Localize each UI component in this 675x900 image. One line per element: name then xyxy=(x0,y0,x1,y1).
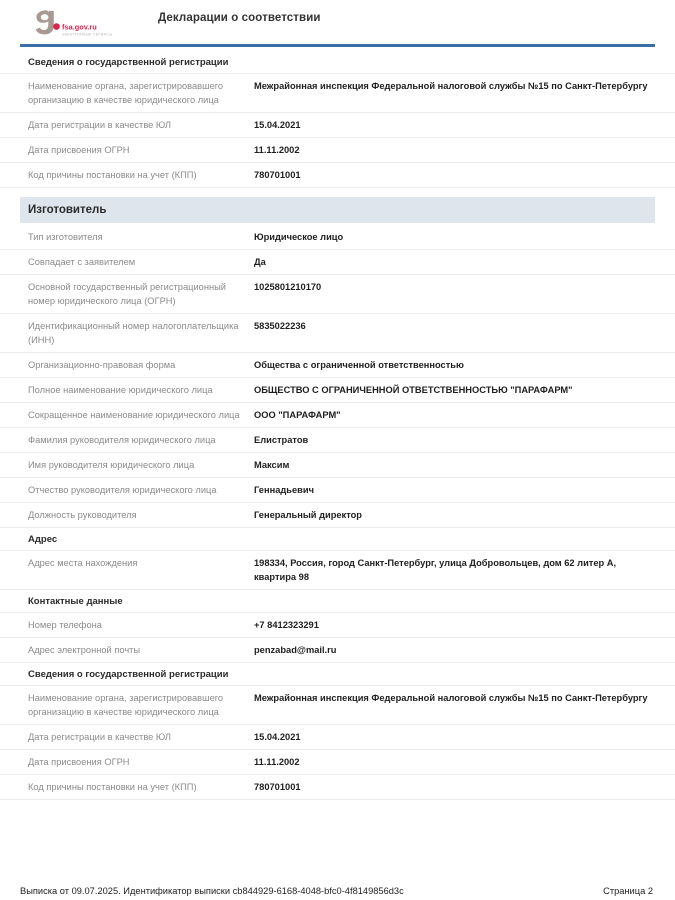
header-rule xyxy=(20,44,655,47)
detail-row-value: ООО "ПАРАФАРМ" xyxy=(254,410,341,420)
detail-row xyxy=(0,74,675,113)
page-title: Декларации о соответствии xyxy=(158,12,321,24)
detail-row-value: Межрайонная инспекция Федеральной налоговой службы №15 по Санкт-Петербургу xyxy=(254,81,648,91)
detail-row xyxy=(0,353,675,378)
section-band-title: Изготовитель xyxy=(28,204,107,216)
detail-row xyxy=(0,378,675,403)
detail-row xyxy=(0,113,675,138)
detail-row-label: Адрес электронной почты xyxy=(28,645,141,655)
detail-row-value: 15.04.2021 xyxy=(254,120,301,130)
detail-row-label: Наименование органа, зарегистрировавшего организацию в качестве юридического лица xyxy=(28,693,224,717)
detail-row xyxy=(0,275,675,314)
document-footer xyxy=(0,886,675,896)
detail-row xyxy=(0,403,675,428)
detail-row-value: 198334, Россия, город Санкт-Петербург, улица Добровольцев, дом 62 литер А, квартира 98 xyxy=(254,558,617,582)
detail-row-label: Полное наименование юридического лица xyxy=(28,385,213,395)
detail-row xyxy=(0,163,675,188)
detail-row-value: 11.11.2002 xyxy=(254,757,300,767)
detail-row-label: Адрес места нахождения xyxy=(28,558,138,568)
detail-row-label: Совпадает с заявителем xyxy=(28,257,136,267)
svg-text:fsa.gov.ru: fsa.gov.ru xyxy=(62,22,97,32)
detail-row xyxy=(0,775,675,800)
detail-row xyxy=(0,250,675,275)
detail-row-value: penzabad@mail.ru xyxy=(254,645,337,655)
detail-row-label: Должность руководителя xyxy=(28,510,137,520)
detail-row xyxy=(0,725,675,750)
detail-row xyxy=(0,686,675,725)
detail-row xyxy=(0,138,675,163)
detail-row xyxy=(0,638,675,663)
fsa-logo xyxy=(28,7,133,37)
detail-row-value: Общества с ограниченной ответственностью xyxy=(254,360,464,370)
detail-row-value: Межрайонная инспекция Федеральной налоговой службы №15 по Санкт-Петербургу xyxy=(254,693,648,703)
detail-row xyxy=(0,225,675,250)
detail-row-value: Елистратов xyxy=(254,435,309,445)
detail-row-label: Номер телефона xyxy=(28,620,102,630)
footer-extract-info: Выписка от 09.07.2025. Идентификатор выписки cb844929-6168-4048-bfc0-4f8149856d3c xyxy=(20,886,404,896)
detail-row xyxy=(0,453,675,478)
detail-row-label: Фамилия руководителя юридического лица xyxy=(28,435,216,445)
detail-row-label: Основной государственный регистрационный номер юридического лица (ОГРН) xyxy=(28,282,226,306)
detail-row-label: Отчество руководителя юридического лица xyxy=(28,485,217,495)
detail-row-value: 5835022236 xyxy=(254,321,306,331)
detail-row-value: Да xyxy=(254,257,266,267)
detail-row xyxy=(0,314,675,353)
detail-row-value: 1025801210170 xyxy=(254,282,322,292)
detail-row-value: 780701001 xyxy=(254,170,301,180)
document-content xyxy=(0,50,675,800)
fsa-logo-icon xyxy=(28,7,133,37)
subsection-heading: Контактные данные xyxy=(0,590,675,613)
detail-row-label: Код причины постановки на учет (КПП) xyxy=(28,170,197,180)
detail-row xyxy=(0,551,675,590)
detail-row-value: Генеральный директор xyxy=(254,510,362,520)
detail-row-label: Дата присвоения ОГРН xyxy=(28,145,130,155)
detail-row-value: 11.11.2002 xyxy=(254,145,300,155)
detail-row-value: 15.04.2021 xyxy=(254,732,301,742)
detail-row-label: Наименование органа, зарегистрировавшего организацию в качестве юридического лица xyxy=(28,81,224,105)
detail-row-label: Имя руководителя юридического лица xyxy=(28,460,195,470)
detail-row xyxy=(0,428,675,453)
detail-row-label: Тип изготовителя xyxy=(28,232,103,242)
section-band xyxy=(20,197,655,223)
detail-row xyxy=(0,613,675,638)
detail-row-label: Идентификационный номер налогоплательщика (ИНН) xyxy=(28,321,239,345)
detail-row-value: ОБЩЕСТВО С ОГРАНИЧЕННОЙ ОТВЕТСТВЕННОСТЬЮ "ПАРАФАРМ" xyxy=(254,385,573,395)
detail-row-label: Сокращенное наименование юридического лица xyxy=(28,410,240,420)
detail-row-value: +7 8412323291 xyxy=(254,620,319,630)
subsection-heading: Адрес xyxy=(0,528,675,551)
detail-row-label: Дата присвоения ОГРН xyxy=(28,757,130,767)
detail-row-label: Организационно-правовая форма xyxy=(28,360,176,370)
footer-page-number: Страница 2 xyxy=(603,886,653,896)
subsection-heading: Сведения о государственной регистрации xyxy=(0,50,675,74)
detail-row-value: Максим xyxy=(254,460,290,470)
detail-row-label: Дата регистрации в качестве ЮЛ xyxy=(28,732,171,742)
svg-text:ЭЛЕКТРОННЫЕ СЕРВИСЫ: ЭЛЕКТРОННЫЕ СЕРВИСЫ xyxy=(62,32,113,37)
detail-row-value: 780701001 xyxy=(254,782,301,792)
detail-row xyxy=(0,503,675,528)
detail-row-label: Код причины постановки на учет (КПП) xyxy=(28,782,197,792)
detail-row-value: Геннадьевич xyxy=(254,485,314,495)
detail-row xyxy=(0,478,675,503)
detail-row-value: Юридическое лицо xyxy=(254,232,344,242)
subsection-heading: Сведения о государственной регистрации xyxy=(0,663,675,686)
detail-row xyxy=(0,750,675,775)
detail-row-label: Дата регистрации в качестве ЮЛ xyxy=(28,120,171,130)
document-header xyxy=(0,0,675,38)
